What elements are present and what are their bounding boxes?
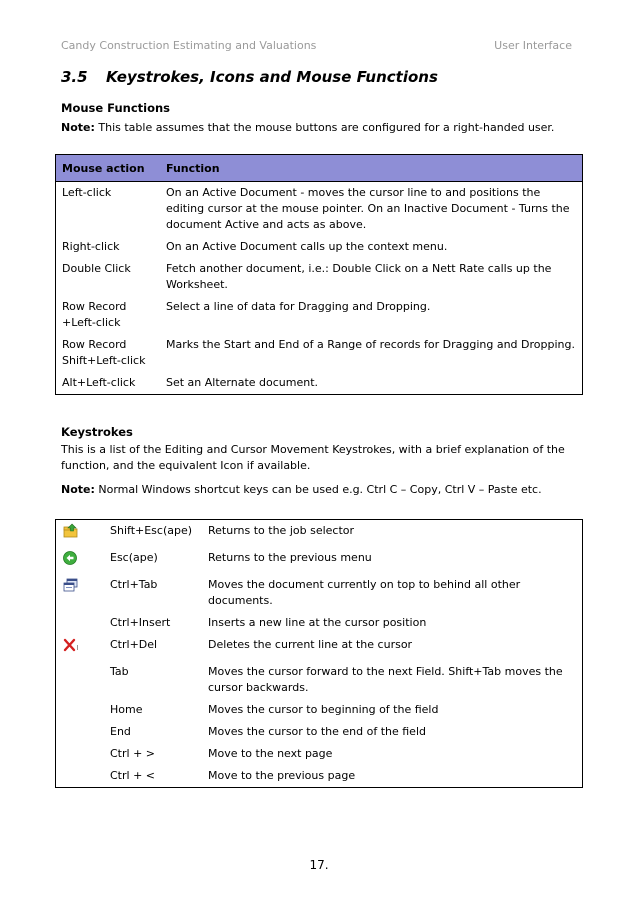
keystroke-key: Ctrl+Tab <box>110 578 158 591</box>
table-row <box>56 634 583 661</box>
back-arrow-icon <box>62 550 80 566</box>
page-number: 17. <box>309 858 329 872</box>
keystroke-description: Move to the next page <box>208 747 333 760</box>
table-row <box>56 258 583 296</box>
keystroke-key: Ctrl+Del <box>110 638 158 651</box>
keystroke-description: Inserts a new line at the cursor position <box>208 616 427 629</box>
table-row <box>56 372 583 395</box>
keystroke-key: Ctrl + > <box>110 747 155 760</box>
table-row <box>56 296 583 334</box>
keystroke-key: Ctrl + < <box>110 769 155 782</box>
table-row <box>56 182 583 237</box>
keystrokes-heading: Keystrokes <box>61 425 133 439</box>
column-header-mouse-action: Mouse action <box>56 155 161 182</box>
mouse-note-label: Note: <box>61 121 95 134</box>
keystrokes-table <box>55 519 583 788</box>
keystroke-description: Moves the cursor to the end of the field <box>208 725 426 738</box>
keystroke-key: Home <box>110 703 143 716</box>
delete-x-icon <box>62 637 80 653</box>
section-title-text: Keystrokes, Icons and Mouse Functions <box>106 68 438 86</box>
mouse-note <box>61 120 581 136</box>
mouse-function: Select a line of data for Dragging and Dropping. <box>166 300 431 313</box>
keystroke-key: Shift+Esc(ape) <box>110 524 193 537</box>
keystroke-description: Moves the cursor forward to the next Field. Shift+Tab moves the cursor backwards. <box>208 665 563 694</box>
mouse-action: Row Record +Left-click <box>62 300 127 329</box>
mouse-function: On an Active Document calls up the context menu. <box>166 240 448 253</box>
running-header-title: Candy Construction Estimating and Valuations <box>61 39 317 52</box>
table-row <box>56 574 583 612</box>
keystroke-key: End <box>110 725 131 738</box>
mouse-function: Marks the Start and End of a Range of records for Dragging and Dropping. <box>166 338 575 351</box>
column-header-function: Function <box>160 155 583 182</box>
mouse-action: Left-click <box>62 186 112 199</box>
mouse-note-text: This table assumes that the mouse buttons are configured for a right-handed user. <box>94 121 555 134</box>
table-row <box>56 721 583 743</box>
mouse-action: Right-click <box>62 240 120 253</box>
mouse-action: Row Record Shift+Left-click <box>62 338 146 367</box>
section-title <box>61 68 438 86</box>
table-row <box>56 765 583 788</box>
keystroke-key: Ctrl+Insert <box>110 616 171 629</box>
table-row <box>56 612 583 634</box>
keystroke-description: Moves the cursor to beginning of the field <box>208 703 439 716</box>
table-row <box>56 520 583 548</box>
mouse-function: On an Active Document - moves the cursor line to and positions the editing cursor at the mouse pointer. On an Inactive Document - Turns the document Active and acts as above. <box>166 186 570 231</box>
keystrokes-note-text: Normal Windows shortcut keys can be used e.g. Ctrl C – Copy, Ctrl V – Paste etc. <box>94 483 542 496</box>
keystroke-description: Deletes the current line at the cursor <box>208 638 413 651</box>
running-header-section: User Interface <box>494 39 572 52</box>
mouse-action: Alt+Left-click <box>62 376 136 389</box>
keystrokes-note-label: Note: <box>61 483 95 496</box>
keystrokes-intro: This is a list of the Editing and Cursor Movement Keystrokes, with a brief explanation of the function, and the equivalent Icon if available. <box>61 443 565 472</box>
mouse-action: Double Click <box>62 262 131 275</box>
table-row <box>56 699 583 721</box>
table-row <box>56 236 583 258</box>
window-switch-icon <box>62 577 80 593</box>
folder-up-icon <box>62 523 80 539</box>
table-row <box>56 661 583 699</box>
mouse-functions-heading: Mouse Functions <box>61 101 171 115</box>
table-row <box>56 334 583 372</box>
keystroke-key: Tab <box>110 665 129 678</box>
mouse-functions-table <box>55 154 583 395</box>
section-number: 3.5 <box>61 68 88 86</box>
keystroke-description: Returns to the job selector <box>208 524 355 537</box>
mouse-function: Fetch another document, i.e.: Double Click on a Nett Rate calls up the Worksheet. <box>166 262 552 291</box>
keystroke-description: Returns to the previous menu <box>208 551 372 564</box>
keystroke-key: Esc(ape) <box>110 551 158 564</box>
keystrokes-note <box>61 482 581 498</box>
mouse-table-header <box>56 155 583 182</box>
keystroke-description: Move to the previous page <box>208 769 356 782</box>
keystroke-description: Moves the document currently on top to behind all other documents. <box>208 578 521 607</box>
mouse-function: Set an Alternate document. <box>166 376 319 389</box>
table-row <box>56 743 583 765</box>
table-row <box>56 547 583 574</box>
